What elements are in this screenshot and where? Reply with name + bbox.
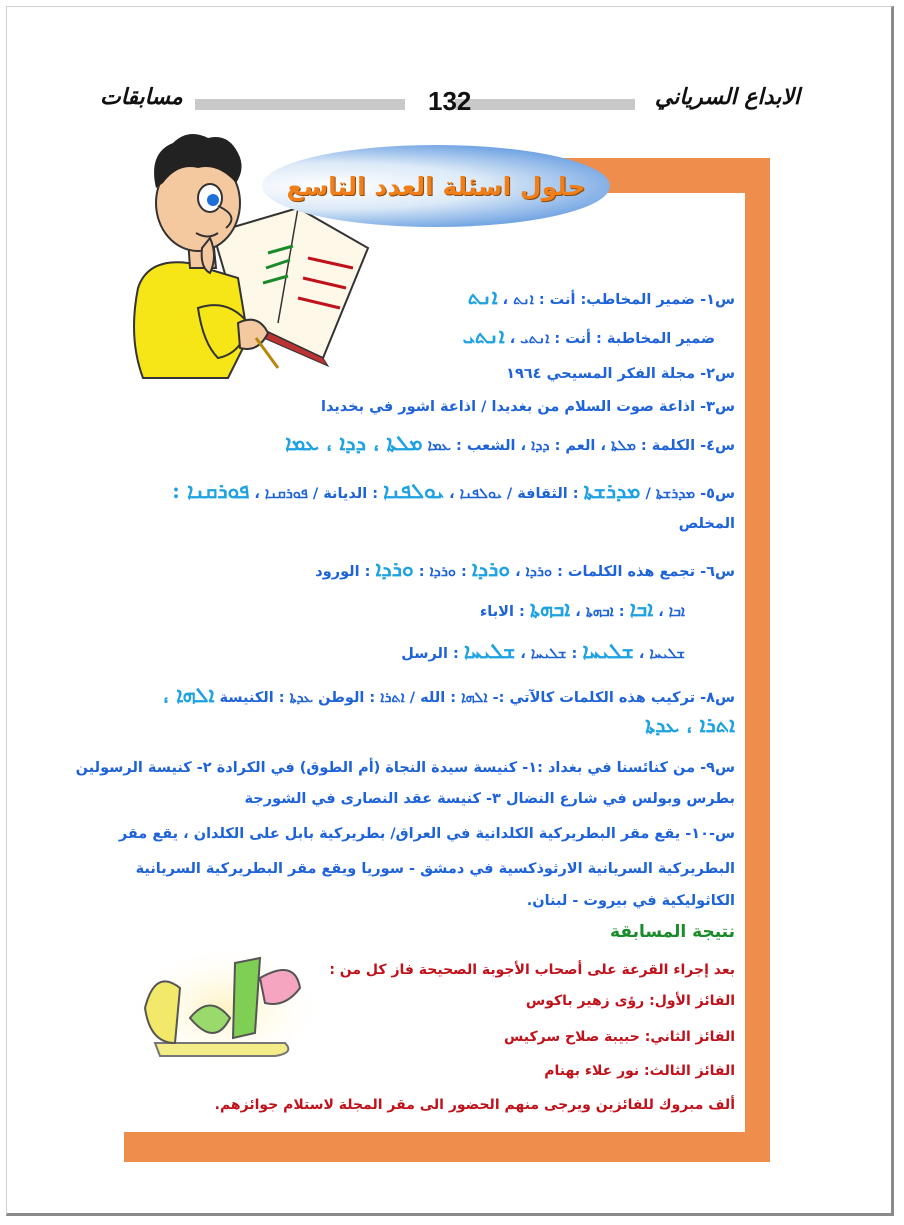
answer-1-syriac: ܐܢܬ bbox=[467, 284, 498, 309]
answer-8-text: س٨- تركيب هذه الكلمات كالآتي :- ܐܠܗܐ : الله / ܐܬܪܐ : الوطن ܥܕܬܐ : الكنيسة bbox=[214, 690, 735, 706]
answer-6c-text: ܫܠܝܚܐ ، bbox=[633, 646, 685, 662]
header-bar-right bbox=[455, 99, 635, 110]
answer-8b-syriac: ܐܬܪܐ ، ܥܕܬܐ bbox=[645, 712, 735, 737]
mabrook-lettering-graphic bbox=[135, 948, 315, 1063]
page-header bbox=[100, 84, 800, 124]
answer-5-syriac-1: ܡܕܪܫܬܐ bbox=[583, 478, 641, 503]
page-number: 132 bbox=[428, 86, 472, 116]
answer-8-syriac: ܐܠܗܐ ، bbox=[162, 682, 215, 707]
answer-5 bbox=[172, 478, 735, 504]
section-name: مسابقات bbox=[100, 84, 183, 110]
answer-1b bbox=[463, 323, 715, 349]
winner-second-name: حبيبة صلاح سركيس bbox=[504, 1029, 640, 1045]
answer-6c-text-2: : ܫܠܝܚܐ ، bbox=[515, 646, 583, 662]
answer-1 bbox=[468, 284, 735, 310]
answer-6b-text: ܐܒܐ ، bbox=[653, 604, 685, 620]
answer-2-text: س٢- مجلة الفكر المسيحي ١٩٦٤ bbox=[506, 366, 735, 382]
magazine-name: الابداع السرياني bbox=[654, 84, 800, 110]
answer-6c-syriac-1: ܫܠܝܚܐ bbox=[582, 638, 634, 663]
winner-third bbox=[544, 1063, 735, 1079]
answer-5-text-2: : الثقافة / ܝܘܠܦܢܐ ، bbox=[444, 486, 584, 502]
results-title: نتيجة المسابقة bbox=[610, 922, 735, 942]
winner-third-name: نور علاء بهنام bbox=[544, 1063, 640, 1079]
header-bar-left bbox=[195, 99, 405, 110]
answer-6b-syriac-2: ܐܒܗܬܐ bbox=[529, 596, 571, 621]
results-intro: بعد إجراء القرعة على أصحاب الأجوبة الصحيحة فاز كل من : bbox=[329, 962, 735, 978]
answer-6-text-3: : الورود bbox=[315, 564, 376, 580]
answer-5-text: س٥- ܡܕܪܫܬܐ / bbox=[640, 486, 735, 502]
answer-8b bbox=[645, 712, 735, 738]
answer-6b bbox=[480, 596, 685, 622]
answer-6 bbox=[315, 556, 735, 582]
answer-5b bbox=[679, 516, 735, 532]
answer-4-text: س٤- الكلمة : ܡܠܬܐ ، العم : ܕܕܐ ، الشعب : ܥܡܐ bbox=[422, 438, 735, 454]
answer-6-text-2: : ܘܪܕܐ : bbox=[413, 564, 472, 580]
winner-second bbox=[504, 1029, 735, 1045]
winner-first bbox=[526, 993, 735, 1009]
winner-second-label: الفائز الثاني: bbox=[639, 1029, 735, 1045]
answer-9-text: س٩- من كنائسنا في بغداد :١- كنيسة سيدة النجاة (أم الطوق) في الكرادة ٢- كنيسة الرسولين bbox=[75, 760, 735, 776]
answer-4 bbox=[285, 430, 735, 456]
title-banner bbox=[262, 145, 610, 227]
answer-6-syriac-2: ܘܪܕܐ bbox=[375, 556, 414, 581]
answer-1-text: س١- ضمير المخاطب: أنت : ܐܢܬ ، bbox=[497, 292, 735, 308]
page-title: حلول اسئلة العدد التاسع bbox=[286, 171, 586, 201]
answer-6b-syriac-1: ܐܒܐ bbox=[629, 596, 654, 621]
answer-6c-text-3: : الرسل bbox=[401, 646, 464, 662]
results-closing: ألف مبروك للفائزين ويرجى منهم الحضور الى مقر المجلة لاستلام جوائزهم. bbox=[214, 1097, 735, 1113]
answer-3-text: س٣- اذاعة صوت السلام من بغديدا / اذاعة اشور في بخديدا bbox=[320, 399, 735, 415]
orange-frame-bottom bbox=[124, 1132, 770, 1162]
answer-6-text: س٦- تجمع هذه الكلمات : ܘܪܕܐ ، bbox=[510, 564, 735, 580]
answer-6-syriac-1: ܘܪܕܐ bbox=[471, 556, 511, 581]
answer-9b-text: بطرس وبولس في شارع النضال ٣- كنيسة عقد النصارى في الشورجة bbox=[244, 791, 735, 807]
answer-6b-text-2: : ܐܒܗܬܐ ، bbox=[570, 604, 630, 620]
winner-first-name: رؤى زهير باكوس bbox=[525, 993, 645, 1009]
answer-6c bbox=[401, 638, 685, 664]
answer-2 bbox=[506, 366, 735, 382]
answer-4-syriac: ܡܠܬܐ ، ܕܕܐ ، ܥܡܐ bbox=[285, 430, 423, 455]
answer-5-syriac-3: ܦܘܪܩܢܐ : bbox=[172, 478, 250, 503]
pupil bbox=[207, 194, 219, 206]
answer-6c-syriac-2: ܫܠܝܚܐ bbox=[463, 638, 516, 663]
answer-10-text: س-١٠- يقع مقر البطريركية الكلدانية في العراق/ بطريركية بابل على الكلدان ، يقع مقر bbox=[118, 826, 735, 842]
answer-10b-text: البطريركية السريانية الارثوذكسية في دمشق - سوريا ويقع مقر البطريركية السريانية bbox=[135, 861, 735, 877]
answer-10b bbox=[136, 861, 735, 877]
winner-third-label: الفائز الثالث: bbox=[639, 1063, 735, 1079]
answer-10 bbox=[119, 826, 735, 842]
answer-3 bbox=[321, 399, 735, 415]
orange-frame-right bbox=[745, 158, 770, 1138]
answer-5b-text: المخلص bbox=[678, 516, 735, 532]
answer-10c bbox=[527, 893, 735, 909]
winner-first-label: الفائز الأول: bbox=[644, 993, 735, 1009]
answer-10c-text: الكاثوليكية في بيروت - لبنان. bbox=[526, 893, 735, 909]
answer-5-syriac-2: ܝܘܠܦܢܐ bbox=[383, 478, 445, 503]
answer-5-text-3: : الديانة / ܦܘܪܩܢܐ ، bbox=[249, 486, 384, 502]
answer-6b-text-3: : الاباء bbox=[479, 604, 530, 620]
answer-8 bbox=[163, 682, 735, 708]
answer-9b bbox=[245, 791, 735, 807]
answer-1b-syriac: ܐܢܬܝ bbox=[462, 323, 505, 348]
answer-1b-text: ضمير المخاطبة : أنت : ܐܢܬܝ ، bbox=[504, 331, 715, 347]
answer-9 bbox=[76, 760, 735, 776]
